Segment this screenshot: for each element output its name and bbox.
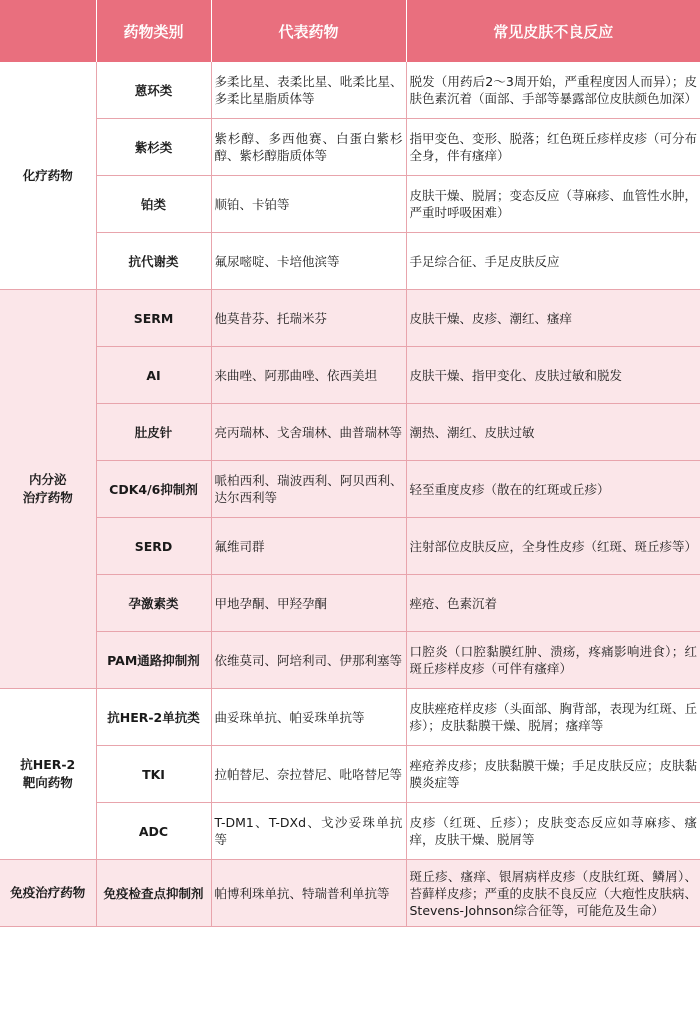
reactions-cell: 注射部位皮肤反应，全身性皮疹（红斑、斑丘疹等）	[406, 518, 700, 575]
category-cell: SERD	[96, 518, 211, 575]
reactions-cell: 皮疹（红斑、丘疹）；皮肤变态反应如荨麻疹、瘙痒，皮肤干燥、脱屑等	[406, 803, 700, 860]
table-header	[0, 0, 700, 62]
header-corner	[0, 0, 96, 62]
table-row	[0, 803, 700, 860]
reactions-cell: 轻至重度皮疹（散在的红斑或丘疹）	[406, 461, 700, 518]
drugs-cell: 顺铂、卡铂等	[211, 176, 406, 233]
group-label-immunotherapy: 免疫治疗药物	[0, 860, 96, 927]
header-category: 药物类别	[96, 0, 211, 62]
drugs-cell: 拉帕替尼、奈拉替尼、吡咯替尼等	[211, 746, 406, 803]
drugs-cell: 多柔比星、表柔比星、吡柔比星、多柔比星脂质体等	[211, 62, 406, 119]
drugs-cell: 帕博利珠单抗、特瑞普利单抗等	[211, 860, 406, 927]
drugs-cell: 氟维司群	[211, 518, 406, 575]
drugs-cell: 甲地孕酮、甲羟孕酮	[211, 575, 406, 632]
header-representative-drugs: 代表药物	[211, 0, 406, 62]
drugs-cell: 他莫昔芬、托瑞米芬	[211, 290, 406, 347]
table-row	[0, 689, 700, 746]
category-cell: 免疫检查点抑制剂	[96, 860, 211, 927]
reactions-cell: 皮肤干燥、指甲变化、皮肤过敏和脱发	[406, 347, 700, 404]
table-row	[0, 404, 700, 461]
header-skin-reactions: 常见皮肤不良反应	[406, 0, 700, 62]
table-row	[0, 575, 700, 632]
reactions-cell: 手足综合征、手足皮肤反应	[406, 233, 700, 290]
category-cell: TKI	[96, 746, 211, 803]
drugs-cell: 亮丙瑞林、戈舍瑞林、曲普瑞林等	[211, 404, 406, 461]
category-cell: 孕激素类	[96, 575, 211, 632]
drugs-cell: 来曲唑、阿那曲唑、依西美坦	[211, 347, 406, 404]
category-cell: 抗HER-2单抗类	[96, 689, 211, 746]
reactions-cell: 斑丘疹、瘙痒、银屑病样皮疹（皮肤红斑、鳞屑）、苔藓样皮疹；严重的皮肤不良反应（大疱性皮肤病、Stevens-Johnson综合征等，可能危及生命）	[406, 860, 700, 927]
category-cell: 紫杉类	[96, 119, 211, 176]
category-cell: 蒽环类	[96, 62, 211, 119]
table-row	[0, 62, 700, 119]
table-row	[0, 290, 700, 347]
group-label-endocrine-line2: 治疗药物	[22, 490, 73, 505]
group-label-chemotherapy: 化疗药物	[0, 62, 96, 290]
group-label-endocrine	[0, 290, 96, 689]
drugs-cell: 依维莫司、阿培利司、伊那利塞等	[211, 632, 406, 689]
category-cell: AI	[96, 347, 211, 404]
group-label-anti-her2-line1: 抗HER-2	[20, 757, 76, 772]
table-row	[0, 518, 700, 575]
drugs-cell: 氟尿嘧啶、卡培他滨等	[211, 233, 406, 290]
group-label-anti-her2-line2: 靶向药物	[22, 775, 73, 790]
reactions-cell: 痤疮、色素沉着	[406, 575, 700, 632]
reactions-cell: 痤疮养皮疹；皮肤黏膜干燥；手足皮肤反应；皮肤黏膜炎症等	[406, 746, 700, 803]
category-cell: PAM通路抑制剂	[96, 632, 211, 689]
category-cell: SERM	[96, 290, 211, 347]
group-label-endocrine-line1: 内分泌	[28, 472, 67, 487]
table-row	[0, 176, 700, 233]
table-row	[0, 860, 700, 927]
table-row	[0, 347, 700, 404]
table-row	[0, 119, 700, 176]
category-cell: CDK4/6抑制剂	[96, 461, 211, 518]
table-row	[0, 632, 700, 689]
category-cell: ADC	[96, 803, 211, 860]
reactions-cell: 口腔炎（口腔黏膜红肿、溃疡，疼痛影响进食）；红斑丘疹样皮疹（可伴有瘙痒）	[406, 632, 700, 689]
category-cell: 抗代谢类	[96, 233, 211, 290]
category-cell: 肚皮针	[96, 404, 211, 461]
reactions-cell: 皮肤干燥、皮疹、潮红、瘙痒	[406, 290, 700, 347]
reactions-cell: 潮热、潮红、皮肤过敏	[406, 404, 700, 461]
table-body	[0, 62, 700, 927]
drugs-cell: T-DM1、T-DXd、戈沙妥珠单抗等	[211, 803, 406, 860]
drugs-cell: 紫杉醇、多西他赛、白蛋白紫杉醇、紫杉醇脂质体等	[211, 119, 406, 176]
table-row	[0, 233, 700, 290]
category-cell: 铂类	[96, 176, 211, 233]
table-row	[0, 461, 700, 518]
table-row	[0, 746, 700, 803]
reactions-cell: 皮肤干燥、脱屑；变态反应（荨麻疹、血管性水肿，严重时呼吸困难）	[406, 176, 700, 233]
reactions-cell: 脱发（用药后2～3周开始，严重程度因人而异）；皮肤色素沉着（面部、手部等暴露部位皮肤颜色加深）	[406, 62, 700, 119]
drugs-cell: 哌柏西利、瑞波西利、阿贝西利、达尔西利等	[211, 461, 406, 518]
drugs-cell: 曲妥珠单抗、帕妥珠单抗等	[211, 689, 406, 746]
reactions-cell: 皮肤痤疮样皮疹（头面部、胸背部，表现为红斑、丘疹）；皮肤黏膜干燥、脱屑；瘙痒等	[406, 689, 700, 746]
reactions-cell: 指甲变色、变形、脱落；红色斑丘疹样皮疹（可分布全身，伴有瘙痒）	[406, 119, 700, 176]
group-label-anti-her2	[0, 689, 96, 860]
